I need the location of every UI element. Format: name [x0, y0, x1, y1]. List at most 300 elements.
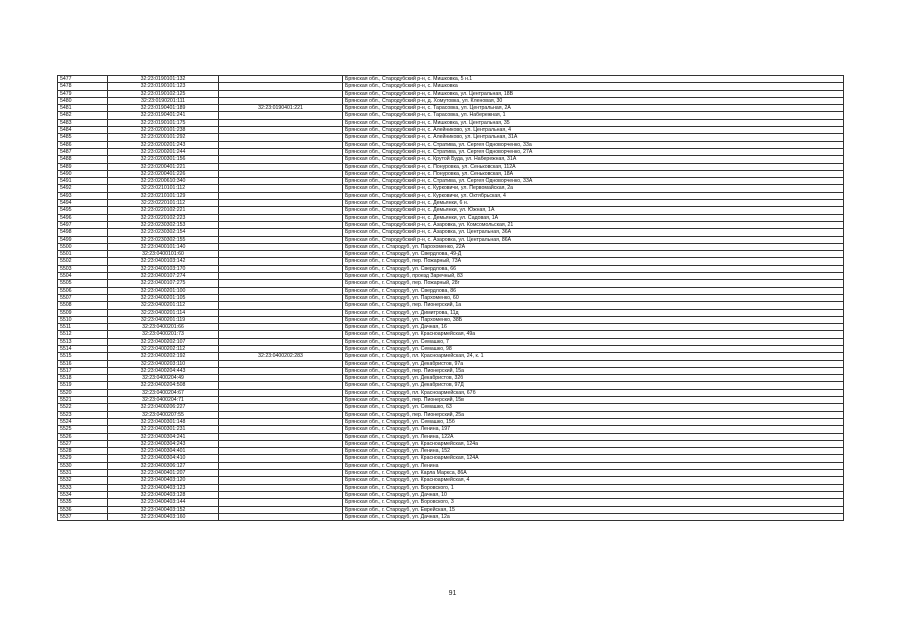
table-row	[58, 273, 844, 280]
address-cell: Брянская обл., Стародубский р-н, с. Азаровка, ул. Центральная, 86А	[343, 236, 844, 243]
previous-number-cell	[219, 397, 343, 404]
table-row	[58, 353, 844, 360]
address-cell: Брянская обл., г. Стародуб, ул. Декабристов, 32б	[343, 375, 844, 382]
row-number-cell: 5495	[58, 207, 108, 214]
previous-number-cell	[219, 178, 343, 185]
address-cell: Брянская обл., Стародубский р-н, с. Курковичи, ул. Октябрьская, 4	[343, 192, 844, 199]
previous-number-cell	[219, 229, 343, 236]
address-cell: Брянская обл., Стародубский р-н, с. Стратива, ул. Сергея Одноворченко, 27А	[343, 148, 844, 155]
previous-number-cell	[219, 316, 343, 323]
cadastral-number-cell: 32:23:0400201:73	[108, 331, 219, 338]
table-row	[58, 331, 844, 338]
cadastral-number-cell: 32:23:0400203:110	[108, 360, 219, 367]
address-cell: Брянская обл., г. Стародуб, ул. Ленина	[343, 462, 844, 469]
address-cell: Брянская обл., Стародубский р-н, с. Демьянки, ул. Южная, 1А	[343, 207, 844, 214]
table-row	[58, 455, 844, 462]
row-number-cell: 5497	[58, 221, 108, 228]
address-cell: Брянская обл., Стародубский р-н, с. Демьянки, 6 н.	[343, 200, 844, 207]
previous-number-cell	[219, 265, 343, 272]
table-row	[58, 345, 844, 352]
cadastral-number-cell: 32:23:0220101:112	[108, 200, 219, 207]
table-row	[58, 200, 844, 207]
cadastral-number-cell: 32:23:0400202:112	[108, 345, 219, 352]
cadastral-number-cell: 32:23:0190401:241	[108, 112, 219, 119]
table-row	[58, 243, 844, 250]
previous-number-cell	[219, 389, 343, 396]
address-cell: Брянская обл., г. Стародуб, ул. Дачная, 10	[343, 491, 844, 498]
address-cell: Брянская обл., г. Стародуб, ул. Семашко, 7	[343, 338, 844, 345]
cadastral-number-cell: 32:23:0400401:207	[108, 470, 219, 477]
address-cell: Брянская обл., Стародубский р-н, с. Курковичи, ул. Первомайская, 2а	[343, 185, 844, 192]
previous-number-cell	[219, 76, 343, 83]
cadastral-number-cell: 32:23:0190201:111	[108, 97, 219, 104]
row-number-cell: 5490	[58, 170, 108, 177]
address-cell: Брянская обл., г. Стародуб, ул. Пархоменко, 38Б	[343, 316, 844, 323]
table-row	[58, 251, 844, 258]
previous-number-cell	[219, 112, 343, 119]
row-number-cell: 5481	[58, 105, 108, 112]
address-cell: Брянская обл., г. Стародуб, ул. Воровского, 3	[343, 499, 844, 506]
cadastral-number-cell: 32:23:0400107:275	[108, 280, 219, 287]
table-row	[58, 375, 844, 382]
address-cell: Брянская обл., Стародубский р-н, с. Мишковка	[343, 83, 844, 90]
previous-number-cell	[219, 243, 343, 250]
previous-number-cell	[219, 418, 343, 425]
previous-number-cell	[219, 156, 343, 163]
row-number-cell: 5485	[58, 134, 108, 141]
row-number-cell: 5493	[58, 192, 108, 199]
previous-number-cell	[219, 506, 343, 513]
address-cell: Брянская обл., г. Стародуб, ул. Димитрова, 11д	[343, 309, 844, 316]
address-cell: Брянская обл., г. Стародуб, ул. Дачная, 16	[343, 324, 844, 331]
address-cell: Брянская обл., г. Стародуб, пер. Пионерский, 1а	[343, 302, 844, 309]
row-number-cell: 5529	[58, 455, 108, 462]
row-number-cell: 5511	[58, 324, 108, 331]
previous-number-cell	[219, 302, 343, 309]
table-row	[58, 221, 844, 228]
row-number-cell: 5477	[58, 76, 108, 83]
row-number-cell: 5484	[58, 127, 108, 134]
row-number-cell: 5502	[58, 258, 108, 265]
cadastral-number-cell: 32:23:0400204:71	[108, 397, 219, 404]
cadastral-number-cell: 32:23:0400101:140	[108, 243, 219, 250]
cadastral-number-cell: 32:23:0400201:114	[108, 309, 219, 316]
cadastral-number-cell: 32:23:0400201:119	[108, 316, 219, 323]
row-number-cell: 5525	[58, 426, 108, 433]
cadastral-number-cell: 32:23:0190401:189	[108, 105, 219, 112]
table-row	[58, 141, 844, 148]
cadastral-number-cell: 32:23:0400306:127	[108, 462, 219, 469]
previous-number-cell	[219, 214, 343, 221]
previous-number-cell	[219, 470, 343, 477]
table-row	[58, 389, 844, 396]
cadastral-number-cell: 32:23:0400107:274	[108, 273, 219, 280]
cadastral-number-cell: 32:23:0400204:508	[108, 382, 219, 389]
cadastral-number-cell: 32:23:0400301:231	[108, 426, 219, 433]
previous-number-cell	[219, 440, 343, 447]
table-row	[58, 302, 844, 309]
row-number-cell: 5486	[58, 141, 108, 148]
cadastral-number-cell: 32:23:0400101:60	[108, 251, 219, 258]
cadastral-number-cell: 32:23:0400201:66	[108, 324, 219, 331]
address-cell: Брянская обл., г. Стародуб, ул. Ленина, 197	[343, 426, 844, 433]
previous-number-cell	[219, 324, 343, 331]
previous-number-cell	[219, 477, 343, 484]
address-cell: Брянская обл., Стародубский р-н, д. Хомутовка, ул. Кленовая, 30	[343, 97, 844, 104]
previous-number-cell	[219, 119, 343, 126]
address-cell: Брянская обл., г. Стародуб, пер. Пионерский, 15а	[343, 367, 844, 374]
table-row	[58, 76, 844, 83]
row-number-cell: 5534	[58, 491, 108, 498]
previous-number-cell	[219, 148, 343, 155]
address-cell: Брянская обл., г. Стародуб, ул. Семашко, 98	[343, 345, 844, 352]
address-cell: Брянская обл., Стародубский р-н, с. Демьянки, ул. Садовая, 1А	[343, 214, 844, 221]
address-cell: Брянская обл., г. Стародуб, ул. Семашко, 15б	[343, 418, 844, 425]
address-cell: Брянская обл., Стародубский р-н, с. Мишковка, ул. Центральная, 35	[343, 119, 844, 126]
previous-number-cell	[219, 236, 343, 243]
row-number-cell: 5519	[58, 382, 108, 389]
table-row	[58, 462, 844, 469]
previous-number-cell	[219, 426, 343, 433]
row-number-cell: 5498	[58, 229, 108, 236]
table-row	[58, 287, 844, 294]
table-row	[58, 156, 844, 163]
address-cell: Брянская обл., г. Стародуб, ул. Красноармейская, 49а	[343, 331, 844, 338]
previous-number-cell	[219, 382, 343, 389]
table-row	[58, 513, 844, 520]
cadastral-number-cell: 32:23:0220102:221	[108, 207, 219, 214]
previous-number-cell	[219, 258, 343, 265]
address-cell: Брянская обл., г. Стародуб, ул. Пархоменко, 60	[343, 294, 844, 301]
address-cell: Брянская обл., г. Стародуб, ул. Семашко, 63	[343, 404, 844, 411]
cadastral-number-cell: 32:23:0190101:175	[108, 119, 219, 126]
row-number-cell: 5482	[58, 112, 108, 119]
address-cell: Брянская обл., г. Стародуб, проезд Заречный, 83	[343, 273, 844, 280]
cadastral-number-cell: 32:23:0210101:129	[108, 192, 219, 199]
previous-number-cell	[219, 433, 343, 440]
table-row	[58, 105, 844, 112]
row-number-cell: 5513	[58, 338, 108, 345]
previous-number-cell	[219, 499, 343, 506]
row-number-cell: 5518	[58, 375, 108, 382]
table-row	[58, 397, 844, 404]
address-cell: Брянская обл., г. Стародуб, пл. Красноармейская, 67б	[343, 389, 844, 396]
table-row	[58, 178, 844, 185]
previous-number-cell	[219, 97, 343, 104]
table-row	[58, 491, 844, 498]
table-row	[58, 499, 844, 506]
property-register-table	[57, 75, 844, 521]
row-number-cell: 5524	[58, 418, 108, 425]
table-row	[58, 433, 844, 440]
table-row	[58, 134, 844, 141]
table-row	[58, 192, 844, 199]
row-number-cell: 5501	[58, 251, 108, 258]
table-row	[58, 97, 844, 104]
row-number-cell: 5506	[58, 287, 108, 294]
table-row	[58, 477, 844, 484]
table-row	[58, 236, 844, 243]
address-cell: Брянская обл., г. Стародуб, ул. Красноармейская, 4	[343, 477, 844, 484]
table-row	[58, 214, 844, 221]
row-number-cell: 5533	[58, 484, 108, 491]
previous-number-cell: 32:23:0400202:283	[219, 353, 343, 360]
row-number-cell: 5537	[58, 513, 108, 520]
address-cell: Брянская обл., г. Стародуб, ул. Дачная, 12а	[343, 513, 844, 520]
row-number-cell: 5520	[58, 389, 108, 396]
table-row	[58, 484, 844, 491]
previous-number-cell	[219, 331, 343, 338]
row-number-cell: 5515	[58, 353, 108, 360]
previous-number-cell	[219, 462, 343, 469]
table-row	[58, 324, 844, 331]
previous-number-cell	[219, 375, 343, 382]
address-cell: Брянская обл., г. Стародуб, ул. Карла Маркса, 86А	[343, 470, 844, 477]
address-cell: Брянская обл., г. Стародуб, пл. Красноармейская, 24, к. 1	[343, 353, 844, 360]
table-row	[58, 229, 844, 236]
address-cell: Брянская обл., г. Стародуб, ул. Свердлова, 66	[343, 265, 844, 272]
address-cell: Брянская обл., г. Стародуб, пер. Пионерский, 15в	[343, 397, 844, 404]
cadastral-number-cell: 32:23:0400103:170	[108, 265, 219, 272]
address-cell: Брянская обл., г. Стародуб, ул. Ленина, 122А	[343, 433, 844, 440]
address-cell: Брянская обл., Стародубский р-н, с. Алейниково, ул. Центральная, 31А	[343, 134, 844, 141]
previous-number-cell	[219, 141, 343, 148]
previous-number-cell	[219, 448, 343, 455]
previous-number-cell	[219, 338, 343, 345]
row-number-cell: 5535	[58, 499, 108, 506]
row-number-cell: 5503	[58, 265, 108, 272]
address-cell: Брянская обл., г. Стародуб, ул. Свердлова, 86	[343, 287, 844, 294]
table-row	[58, 127, 844, 134]
row-number-cell: 5528	[58, 448, 108, 455]
table-row	[58, 382, 844, 389]
previous-number-cell	[219, 127, 343, 134]
cadastral-number-cell: 32:23:0220102:223	[108, 214, 219, 221]
table-row	[58, 185, 844, 192]
cadastral-number-cell: 32:23:0200101:238	[108, 127, 219, 134]
cadastral-number-cell: 32:23:0400204:443	[108, 367, 219, 374]
address-cell: Брянская обл., Стародубский р-н, с. Азаровка, ул. Комсомольская, 21	[343, 221, 844, 228]
table-row	[58, 426, 844, 433]
address-cell: Брянская обл., Стародубский р-н, с. Азаровка, ул. Центральная, 36А	[343, 229, 844, 236]
cadastral-number-cell: 32:23:0400403:120	[108, 477, 219, 484]
previous-number-cell	[219, 251, 343, 258]
row-number-cell: 5512	[58, 331, 108, 338]
previous-number-cell	[219, 294, 343, 301]
table-row	[58, 170, 844, 177]
cadastral-number-cell: 32:23:0400204:49	[108, 375, 219, 382]
row-number-cell: 5514	[58, 345, 108, 352]
row-number-cell: 5483	[58, 119, 108, 126]
table-row	[58, 448, 844, 455]
page-number: 91	[448, 590, 457, 597]
previous-number-cell	[219, 287, 343, 294]
row-number-cell: 5491	[58, 178, 108, 185]
cadastral-number-cell: 32:23:0400403:160	[108, 513, 219, 520]
cadastral-number-cell: 32:23:0190101:123	[108, 83, 219, 90]
row-number-cell: 5488	[58, 156, 108, 163]
row-number-cell: 5505	[58, 280, 108, 287]
row-number-cell: 5507	[58, 294, 108, 301]
cadastral-number-cell: 32:23:0200201:243	[108, 141, 219, 148]
row-number-cell: 5527	[58, 440, 108, 447]
cadastral-number-cell: 32:23:0230302:154	[108, 229, 219, 236]
table-row	[58, 316, 844, 323]
cadastral-number-cell: 32:23:0400403:152	[108, 506, 219, 513]
row-number-cell: 5496	[58, 214, 108, 221]
address-cell: Брянская обл., г. Стародуб, ул. Красноармейская, 124а	[343, 440, 844, 447]
row-number-cell: 5480	[58, 97, 108, 104]
cadastral-number-cell: 32:23:0400202:192	[108, 353, 219, 360]
address-cell: Брянская обл., г. Стародуб, пер. Пионерский, 25а	[343, 411, 844, 418]
row-number-cell: 5499	[58, 236, 108, 243]
cadastral-number-cell: 32:23:0400103:142	[108, 258, 219, 265]
previous-number-cell	[219, 513, 343, 520]
row-number-cell: 5526	[58, 433, 108, 440]
cadastral-number-cell: 32:23:0400206:227	[108, 404, 219, 411]
row-number-cell: 5492	[58, 185, 108, 192]
address-cell: Брянская обл., г. Стародуб, пер. Пожарный, 28г	[343, 280, 844, 287]
row-number-cell: 5494	[58, 200, 108, 207]
table-row	[58, 119, 844, 126]
address-cell: Брянская обл., Стародубский р-н, с. Стратива, ул. Сергея Одноворченко, 33А	[343, 178, 844, 185]
cadastral-number-cell: 32:23:0200610:340	[108, 178, 219, 185]
previous-number-cell	[219, 484, 343, 491]
table-row	[58, 148, 844, 155]
cadastral-number-cell: 32:23:0400301:148	[108, 418, 219, 425]
row-number-cell: 5522	[58, 404, 108, 411]
cadastral-number-cell: 32:23:0200201:244	[108, 148, 219, 155]
row-number-cell: 5521	[58, 397, 108, 404]
address-cell: Брянская обл., Стародубский р-н, с. Крутой Буда, ул. Набережная, 31А	[343, 156, 844, 163]
row-number-cell: 5508	[58, 302, 108, 309]
row-number-cell: 5510	[58, 316, 108, 323]
previous-number-cell	[219, 345, 343, 352]
address-cell: Брянская обл., Стародубский р-н, с. Мишковка, 5 н.1	[343, 76, 844, 83]
cadastral-number-cell: 32:23:0400201:100	[108, 287, 219, 294]
cadastral-number-cell: 32:23:0400403:128	[108, 491, 219, 498]
previous-number-cell	[219, 367, 343, 374]
previous-number-cell	[219, 411, 343, 418]
cadastral-number-cell: 32:23:0400204:67	[108, 389, 219, 396]
row-number-cell: 5536	[58, 506, 108, 513]
table-row	[58, 470, 844, 477]
table-row	[58, 309, 844, 316]
previous-number-cell	[219, 309, 343, 316]
table-row	[58, 404, 844, 411]
address-cell: Брянская обл., г. Стародуб, ул. Декабристов, 97а	[343, 360, 844, 367]
table-row	[58, 506, 844, 513]
table-row	[58, 294, 844, 301]
previous-number-cell: 32:23:0190401:221	[219, 105, 343, 112]
cadastral-number-cell: 32:23:0400201:105	[108, 294, 219, 301]
address-cell: Брянская обл., г. Стародуб, ул. Воровского, 1	[343, 484, 844, 491]
previous-number-cell	[219, 83, 343, 90]
address-cell: Брянская обл., г. Стародуб, ул. Еврейская, 15	[343, 506, 844, 513]
row-number-cell: 5489	[58, 163, 108, 170]
cadastral-number-cell: 32:23:0190101:132	[108, 76, 219, 83]
table-row	[58, 280, 844, 287]
previous-number-cell	[219, 185, 343, 192]
table-row	[58, 418, 844, 425]
cadastral-number-cell: 32:23:0400304:401	[108, 448, 219, 455]
row-number-cell: 5478	[58, 83, 108, 90]
table-row	[58, 163, 844, 170]
table-row	[58, 83, 844, 90]
row-number-cell: 5504	[58, 273, 108, 280]
previous-number-cell	[219, 90, 343, 97]
address-cell: Брянская обл., г. Стародуб, ул. Красноармейская, 124А	[343, 455, 844, 462]
row-number-cell: 5523	[58, 411, 108, 418]
cadastral-number-cell: 32:23:0400207:55	[108, 411, 219, 418]
row-number-cell: 5479	[58, 90, 108, 97]
row-number-cell: 5500	[58, 243, 108, 250]
address-cell: Брянская обл., Стародубский р-н, с. Понуровка, ул. Сеньковская, 112А	[343, 163, 844, 170]
register-table-body	[58, 76, 844, 521]
table-row	[58, 367, 844, 374]
address-cell: Брянская обл., Стародубский р-н, с. Понуровка, ул. Сеньковская, 18А	[343, 170, 844, 177]
cadastral-number-cell: 32:23:0200101:292	[108, 134, 219, 141]
previous-number-cell	[219, 163, 343, 170]
address-cell: Брянская обл., Стародубский р-н, с. Мишковка, ул. Центральная, 18В	[343, 90, 844, 97]
previous-number-cell	[219, 134, 343, 141]
row-number-cell: 5532	[58, 477, 108, 484]
cadastral-number-cell: 32:23:0230302:155	[108, 236, 219, 243]
address-cell: Брянская обл., г. Стародуб, пер. Пожарный, 73А	[343, 258, 844, 265]
address-cell: Брянская обл., Стародубский р-н, с. Стратива, ул. Сергея Одноворченко, 33а	[343, 141, 844, 148]
address-cell: Брянская обл., г. Стародуб, ул. Декабристов, 97Д	[343, 382, 844, 389]
previous-number-cell	[219, 280, 343, 287]
address-cell: Брянская обл., г. Стародуб, ул. Ленина, 152	[343, 448, 844, 455]
previous-number-cell	[219, 200, 343, 207]
cadastral-number-cell: 32:23:0400304:243	[108, 440, 219, 447]
table-row	[58, 90, 844, 97]
cadastral-number-cell: 32:23:0230302:153	[108, 221, 219, 228]
cadastral-number-cell: 32:23:0400201:112	[108, 302, 219, 309]
cadastral-number-cell: 32:23:0400304:241	[108, 433, 219, 440]
address-cell: Брянская обл., г. Стародуб, ул. Парохоменко, 22А	[343, 243, 844, 250]
cadastral-number-cell: 32:23:0200401:221	[108, 163, 219, 170]
row-number-cell: 5517	[58, 367, 108, 374]
address-cell: Брянская обл., Стародубский р-н, с. Алейниково, ул. Центральная, 4	[343, 127, 844, 134]
table-row	[58, 360, 844, 367]
table-row	[58, 258, 844, 265]
previous-number-cell	[219, 404, 343, 411]
address-cell: Брянская обл., г. Стародуб, ул. Свердлова, 49-Д	[343, 251, 844, 258]
table-row	[58, 338, 844, 345]
row-number-cell: 5530	[58, 462, 108, 469]
cadastral-number-cell: 32:23:0400304:410	[108, 455, 219, 462]
row-number-cell: 5487	[58, 148, 108, 155]
address-cell: Брянская обл., Стародубский р-н, с. Тарасовка, ул. Набережная, 1	[343, 112, 844, 119]
row-number-cell: 5516	[58, 360, 108, 367]
cadastral-number-cell: 32:23:0200401:226	[108, 170, 219, 177]
table-row	[58, 265, 844, 272]
cadastral-number-cell: 32:23:0210101:112	[108, 185, 219, 192]
cadastral-number-cell: 32:23:0190102:125	[108, 90, 219, 97]
previous-number-cell	[219, 221, 343, 228]
previous-number-cell	[219, 455, 343, 462]
previous-number-cell	[219, 192, 343, 199]
row-number-cell: 5531	[58, 470, 108, 477]
row-number-cell: 5509	[58, 309, 108, 316]
table-row	[58, 411, 844, 418]
cadastral-number-cell: 32:23:0400403:123	[108, 484, 219, 491]
previous-number-cell	[219, 360, 343, 367]
previous-number-cell	[219, 491, 343, 498]
cadastral-number-cell: 32:23:0200301:156	[108, 156, 219, 163]
table-row	[58, 207, 844, 214]
